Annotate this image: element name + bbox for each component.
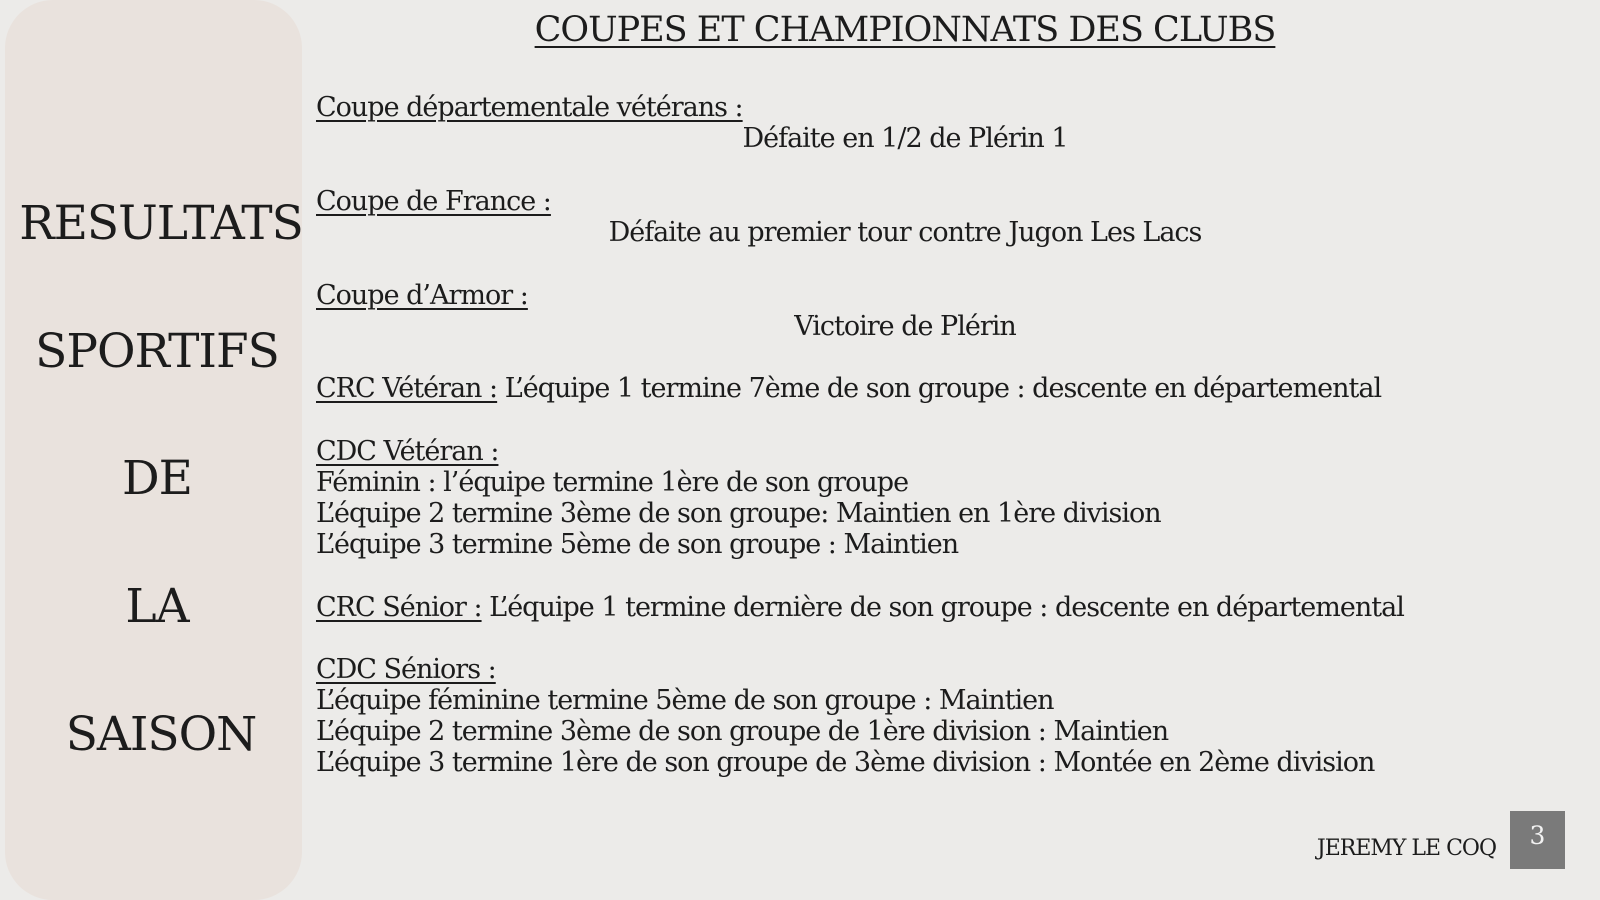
side-word-la: LA	[125, 579, 189, 634]
crc-senior-heading: CRC Sénior :	[316, 592, 482, 623]
armor-cup-heading: Coupe d’Armor :	[316, 280, 528, 311]
cdc-seniors-line-1: L’équipe féminine termine 5ème de son groupe : Maintien	[316, 685, 1054, 716]
crc-senior-line	[316, 592, 1404, 623]
france-cup-result: Défaite au premier tour contre Jugon Les Lacs	[608, 217, 1202, 248]
crc-senior-text: L’équipe 1 termine dernière de son groupe : descente en départemental	[481, 592, 1404, 623]
side-panel	[5, 0, 302, 900]
veterans-cup-heading: Coupe départementale vétérans :	[316, 92, 743, 123]
veterans-cup-result: Défaite en 1/2 de Plérin 1	[742, 123, 1068, 154]
side-word-de: DE	[122, 451, 192, 506]
footer-author: JEREMY LE COQ	[1316, 836, 1496, 861]
cdc-seniors-heading: CDC Séniors :	[316, 654, 496, 685]
page-number: 3	[1510, 811, 1565, 869]
crc-veteran-line	[316, 373, 1381, 404]
crc-veteran-text: L’équipe 1 termine 7ème de son groupe : descente en départemental	[497, 373, 1382, 404]
cdc-veteran-line-3: L’équipe 3 termine 5ème de son groupe : Maintien	[316, 529, 959, 560]
crc-veteran-heading: CRC Vétéran :	[316, 373, 498, 404]
side-word-resultats: RESULTATS	[19, 196, 303, 251]
cdc-seniors-line-2: L’équipe 2 termine 3ème de son groupe de 1ère division : Maintien	[316, 716, 1169, 747]
cdc-veteran-line-2: L’équipe 2 termine 3ème de son groupe: Maintien en 1ère division	[316, 498, 1161, 529]
armor-cup-result: Victoire de Plérin	[794, 311, 1016, 342]
cdc-seniors-line-3: L’équipe 3 termine 1ère de son groupe de 3ème division : Montée en 2ème division	[316, 747, 1375, 778]
cdc-veteran-line-1: Féminin : l’équipe termine 1ère de son groupe	[316, 467, 909, 498]
side-word-saison: SAISON	[65, 707, 257, 762]
page-title: COUPES ET CHAMPIONNATS DES CLUBS	[534, 10, 1276, 50]
cdc-veteran-heading: CDC Vétéran :	[316, 436, 499, 467]
side-word-sportifs: SPORTIFS	[35, 324, 279, 379]
france-cup-heading: Coupe de France :	[316, 186, 551, 217]
